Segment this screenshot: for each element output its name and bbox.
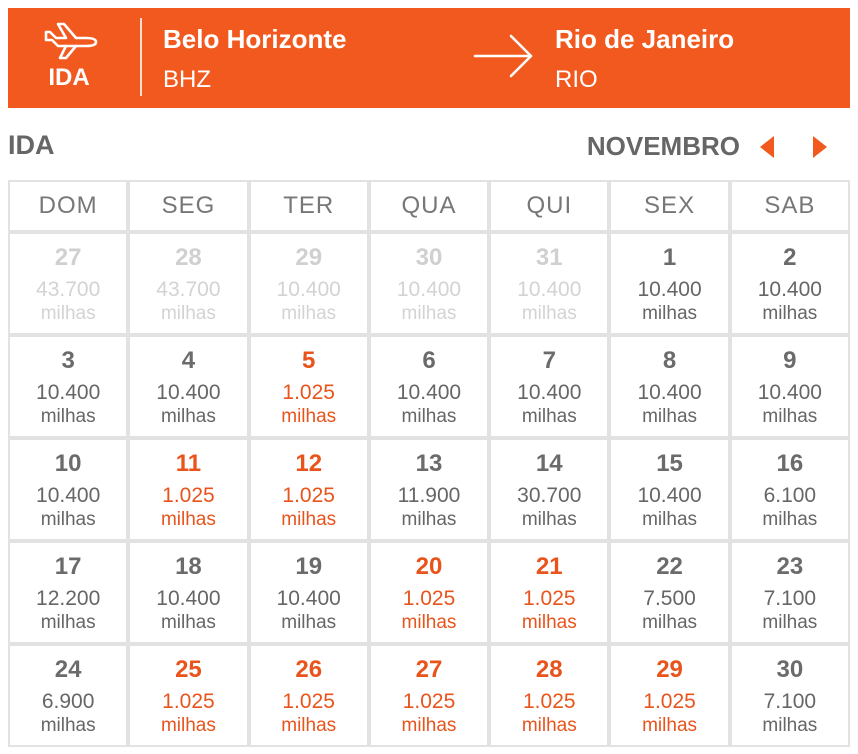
miles-unit: milhas	[762, 612, 818, 633]
miles-unit: milhas	[762, 715, 818, 736]
miles-unit: milhas	[281, 303, 337, 324]
day-number: 27	[54, 244, 82, 271]
day-number: 2	[783, 244, 797, 271]
weekday-header: QUA	[371, 182, 487, 230]
miles-unit: milhas	[642, 509, 698, 530]
miles-price: 10.400	[757, 381, 822, 404]
day-number: 28	[175, 244, 202, 271]
miles-unit: milhas	[521, 612, 577, 633]
day-number: 27	[415, 656, 443, 683]
miles-unit: milhas	[40, 406, 96, 427]
day-number: 30	[415, 244, 443, 271]
miles-price: 10.400	[396, 381, 462, 404]
miles-unit: milhas	[521, 509, 577, 530]
miles-price: 7.100	[763, 587, 817, 610]
miles-unit: milhas	[281, 509, 337, 530]
day-number: 1	[662, 244, 677, 271]
calendar-day-cell[interactable]	[10, 440, 126, 539]
miles-unit: milhas	[642, 612, 698, 633]
miles-unit: milhas	[401, 303, 457, 324]
miles-price: 1.025	[402, 587, 456, 610]
miles-unit: milhas	[762, 406, 818, 427]
miles-price: 43.700	[156, 278, 221, 301]
miles-price: 10.400	[36, 381, 101, 404]
miles-price: 10.400	[276, 587, 341, 610]
calendar-day-cell[interactable]	[732, 543, 848, 642]
weekday-header: SAB	[732, 182, 848, 230]
day-number: 5	[302, 347, 316, 374]
miles-unit: milhas	[281, 612, 337, 633]
calendar-day-cell[interactable]	[611, 440, 727, 539]
miles-price: 10.400	[276, 278, 341, 301]
miles-unit: milhas	[521, 303, 577, 324]
miles-unit: milhas	[762, 303, 818, 324]
plane-icon	[42, 20, 102, 62]
miles-unit: milhas	[160, 612, 216, 633]
miles-price: 7.500	[643, 587, 696, 610]
miles-unit: milhas	[401, 715, 457, 736]
miles-unit: milhas	[642, 715, 698, 736]
day-number: 23	[776, 553, 804, 580]
calendar-day-cell[interactable]	[251, 337, 367, 436]
day-number: 17	[54, 553, 82, 580]
calendar-title: IDA	[8, 130, 55, 160]
day-number: 16	[776, 450, 804, 477]
day-number: 30	[776, 656, 804, 683]
calendar-day-cell[interactable]	[371, 337, 487, 436]
day-number: 31	[535, 244, 563, 271]
day-number: 11	[175, 450, 202, 477]
destination-code: RIO	[555, 66, 598, 93]
weekday-header: QUI	[491, 182, 607, 230]
day-number: 14	[535, 450, 563, 477]
miles-unit: milhas	[160, 509, 216, 530]
miles-price: 10.400	[156, 381, 221, 404]
calendar-day-cell[interactable]	[130, 543, 246, 642]
miles-unit: milhas	[642, 406, 698, 427]
miles-unit: milhas	[160, 715, 216, 736]
destination-city: Rio de Janeiro	[555, 24, 735, 54]
day-number: 20	[415, 553, 443, 580]
miles-price: 10.400	[637, 278, 702, 301]
day-number: 4	[181, 347, 196, 374]
calendar-day-cell	[10, 234, 126, 333]
calendar-day-cell[interactable]	[371, 543, 487, 642]
day-number: 18	[175, 553, 202, 580]
weekday-header: DOM	[10, 182, 126, 230]
day-number: 25	[175, 656, 202, 683]
miles-price: 12.200	[36, 587, 101, 610]
origin-code: BHZ	[163, 66, 211, 93]
miles-price: 10.400	[517, 278, 582, 301]
miles-unit: milhas	[40, 509, 96, 530]
miles-price: 1.025	[523, 587, 576, 610]
calendar-day-cell[interactable]	[371, 440, 487, 539]
calendar-day-cell	[371, 234, 487, 333]
calendar-day-cell[interactable]	[371, 646, 487, 745]
miles-unit: milhas	[642, 303, 698, 324]
calendar-day-cell[interactable]	[491, 440, 607, 539]
month-label: NOVEMBRO	[586, 131, 740, 161]
day-number: 8	[662, 347, 677, 374]
calendar-day-cell[interactable]	[732, 440, 848, 539]
weekday-header: SEX	[611, 182, 727, 230]
miles-unit: milhas	[40, 715, 96, 736]
calendar-day-cell[interactable]	[611, 337, 727, 436]
calendar-day-cell[interactable]	[10, 543, 126, 642]
calendar-day-cell[interactable]	[130, 646, 246, 745]
miles-price: 10.400	[517, 381, 582, 404]
day-number: 6	[422, 347, 436, 374]
miles-price: 10.400	[396, 278, 462, 301]
miles-price: 1.025	[162, 484, 215, 507]
calendar-day-cell[interactable]	[10, 337, 126, 436]
miles-price: 1.025	[282, 484, 335, 507]
miles-price: 1.025	[523, 690, 576, 713]
day-number: 28	[535, 656, 563, 683]
day-number: 21	[535, 553, 563, 580]
miles-price: 10.400	[36, 484, 101, 507]
miles-unit: milhas	[281, 406, 337, 427]
miles-unit: milhas	[40, 303, 96, 324]
calendar-day-cell[interactable]	[130, 440, 246, 539]
miles-price: 43.700	[36, 278, 101, 301]
caret-right-icon[interactable]	[805, 132, 835, 162]
day-number: 3	[61, 347, 75, 374]
miles-price: 30.700	[517, 484, 582, 507]
calendar-day-cell[interactable]	[251, 440, 367, 539]
miles-price: 1.025	[643, 690, 696, 713]
weekday-header: SEG	[130, 182, 246, 230]
day-number: 10	[54, 450, 82, 477]
calendar-day-cell[interactable]	[611, 234, 727, 333]
miles-price: 1.025	[282, 690, 335, 713]
calendar-day-cell[interactable]	[491, 646, 607, 745]
miles-price: 10.400	[637, 484, 702, 507]
calendar-day-cell[interactable]	[130, 337, 246, 436]
calendar-day-cell[interactable]	[10, 646, 126, 745]
arrow-right-icon	[473, 32, 535, 80]
calendar-day-cell[interactable]	[611, 543, 727, 642]
route-header	[8, 8, 850, 108]
day-number: 13	[415, 450, 443, 477]
day-number: 24	[54, 656, 82, 683]
calendar-day-cell[interactable]	[732, 337, 848, 436]
miles-unit: milhas	[401, 406, 457, 427]
miles-price: 10.400	[156, 587, 221, 610]
calendar-day-cell[interactable]	[491, 543, 607, 642]
day-number: 9	[783, 347, 797, 374]
calendar-day-cell[interactable]	[732, 646, 848, 745]
miles-unit: milhas	[401, 612, 457, 633]
calendar-day-cell[interactable]	[491, 337, 607, 436]
calendar-grid	[8, 180, 850, 747]
miles-price: 7.100	[763, 690, 817, 713]
day-number: 22	[656, 553, 683, 580]
day-number: 7	[542, 347, 556, 374]
origin-city: Belo Horizonte	[163, 24, 347, 54]
miles-unit: milhas	[281, 715, 337, 736]
miles-price: 6.900	[41, 690, 95, 713]
miles-unit: milhas	[521, 406, 577, 427]
miles-unit: milhas	[762, 509, 818, 530]
miles-price: 1.025	[162, 690, 215, 713]
miles-unit: milhas	[160, 406, 216, 427]
caret-left-icon[interactable]	[752, 132, 782, 162]
header-divider	[140, 18, 142, 96]
calendar-day-cell	[491, 234, 607, 333]
day-number: 29	[295, 244, 323, 271]
weekday-header: TER	[251, 182, 367, 230]
miles-unit: milhas	[401, 509, 457, 530]
miles-price: 11.900	[397, 484, 461, 507]
calendar-day-cell	[251, 234, 367, 333]
day-number: 29	[656, 656, 683, 683]
day-number: 26	[295, 656, 323, 683]
day-number: 19	[295, 553, 323, 580]
calendar-day-cell[interactable]	[251, 543, 367, 642]
calendar-day-cell[interactable]	[251, 646, 367, 745]
calendar-day-cell[interactable]	[732, 234, 848, 333]
miles-price: 1.025	[282, 381, 335, 404]
miles-unit: milhas	[521, 715, 577, 736]
miles-price: 10.400	[637, 381, 702, 404]
miles-price: 1.025	[402, 690, 456, 713]
calendar-day-cell[interactable]	[611, 646, 727, 745]
miles-unit: milhas	[160, 303, 216, 324]
miles-unit: milhas	[40, 612, 96, 633]
miles-price: 10.400	[757, 278, 822, 301]
direction-box	[8, 8, 148, 108]
calendar-day-cell	[130, 234, 246, 333]
day-number: 12	[295, 450, 323, 477]
direction-label: IDA	[48, 64, 90, 91]
day-number: 15	[656, 450, 683, 477]
miles-price: 6.100	[763, 484, 817, 507]
